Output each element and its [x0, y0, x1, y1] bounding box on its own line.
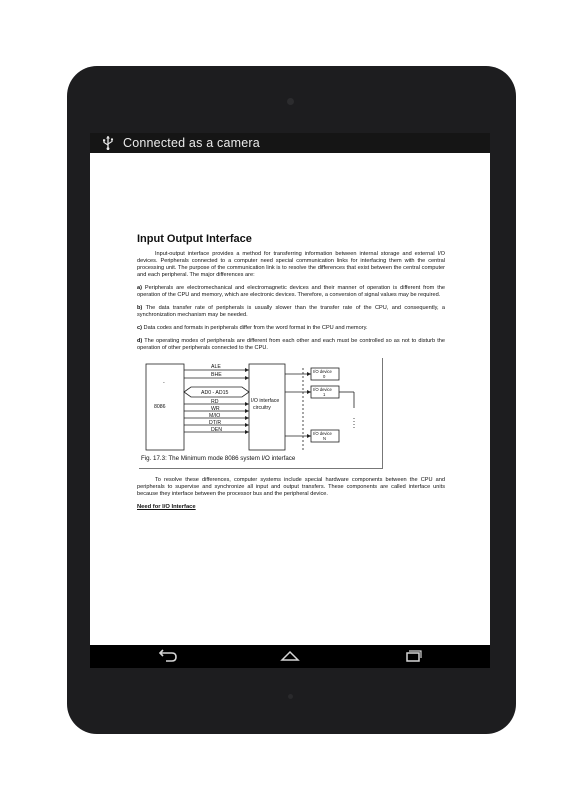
- signal-label: BHE: [211, 372, 222, 378]
- device-label: I/O device: [313, 369, 332, 374]
- difference-text: Peripherals are electromechanical and electromagnetic devices and their manner of operation is different from the operation of the CPU and memory, which are electronic devices. Therefore, a conversion of signal values may be required.: [137, 285, 445, 298]
- home-icon[interactable]: [279, 648, 301, 664]
- device-number: 0: [323, 374, 326, 379]
- signal-label: WR: [211, 406, 220, 412]
- difference-text: Data codes and formats in peripherals differ from the word format in the CPU and memory.: [143, 325, 368, 331]
- device-number: N: [323, 436, 327, 441]
- navigation-bar: [90, 645, 490, 668]
- tablet-screen: [90, 133, 490, 668]
- difference-text: The operating modes of peripherals are different from each other and each must be controlled so as not to disturb the operation of other peripherals connected to the CPU.: [137, 338, 446, 351]
- difference-label: c): [137, 325, 142, 331]
- front-camera: [287, 98, 294, 105]
- difference-d: [137, 338, 445, 352]
- notification-text: Connected as a camera: [123, 136, 260, 150]
- device-label: I/O device: [313, 431, 332, 436]
- signal-label: AD0 - AD15: [201, 390, 229, 396]
- section-subheading: Need for I/O Interface: [137, 504, 196, 510]
- cpu-label: 8086: [154, 404, 166, 410]
- usb-icon: [102, 136, 114, 150]
- device-number: 1: [323, 392, 326, 397]
- tablet-sensor: [288, 694, 293, 699]
- document-page[interactable]: [90, 153, 490, 645]
- difference-text: The data transfer rate of peripherals is usually slower than the transfer rate of the CPU, and consequently, a synchronization mechanism may be needed.: [137, 305, 445, 318]
- signal-label: RD: [211, 399, 219, 405]
- figure-diagram: [139, 358, 382, 468]
- interface-label-2: circuitry: [253, 405, 271, 411]
- status-bar[interactable]: [90, 133, 490, 153]
- difference-b: [137, 305, 445, 319]
- intro-paragraph: Input-output interface provides a method for transferring information between internal storage and external I/O devices. Peripherals connected to a computer need special communication links for interfacing them with the central processing unit. The purpose of the communication link is to resolve the differences that exist between the central computer and each peripheral. The major differences are:: [137, 251, 445, 278]
- device-label: I/O device: [313, 387, 332, 392]
- io-interface-figure: [139, 358, 383, 469]
- figure-caption: Fig. 17.3: The Minimum mode 8086 system I/O interface: [141, 455, 296, 462]
- cpu-small-label: -: [163, 380, 165, 386]
- interface-label-1: I/O interface: [251, 398, 280, 404]
- signal-label: DEN: [211, 427, 222, 433]
- recents-icon[interactable]: [402, 648, 424, 664]
- signal-label: ALE: [211, 364, 221, 370]
- difference-label: a): [137, 285, 142, 291]
- back-icon[interactable]: [156, 648, 178, 664]
- difference-c: [137, 325, 445, 332]
- document-title: Input Output Interface: [137, 233, 252, 245]
- signal-label: DT/R: [209, 420, 222, 426]
- closing-paragraph: To resolve these differences, computer systems include special hardware components between the CPU and peripherals to supervise and synchronize all input and output transfers. These components are called interface units because they interface between the processor bus and the peripheral device.: [137, 477, 445, 497]
- signal-label: M/IO: [209, 413, 221, 419]
- difference-a: [137, 285, 445, 299]
- document-content: [137, 233, 445, 510]
- difference-label: d): [137, 338, 143, 344]
- difference-label: b): [137, 305, 143, 311]
